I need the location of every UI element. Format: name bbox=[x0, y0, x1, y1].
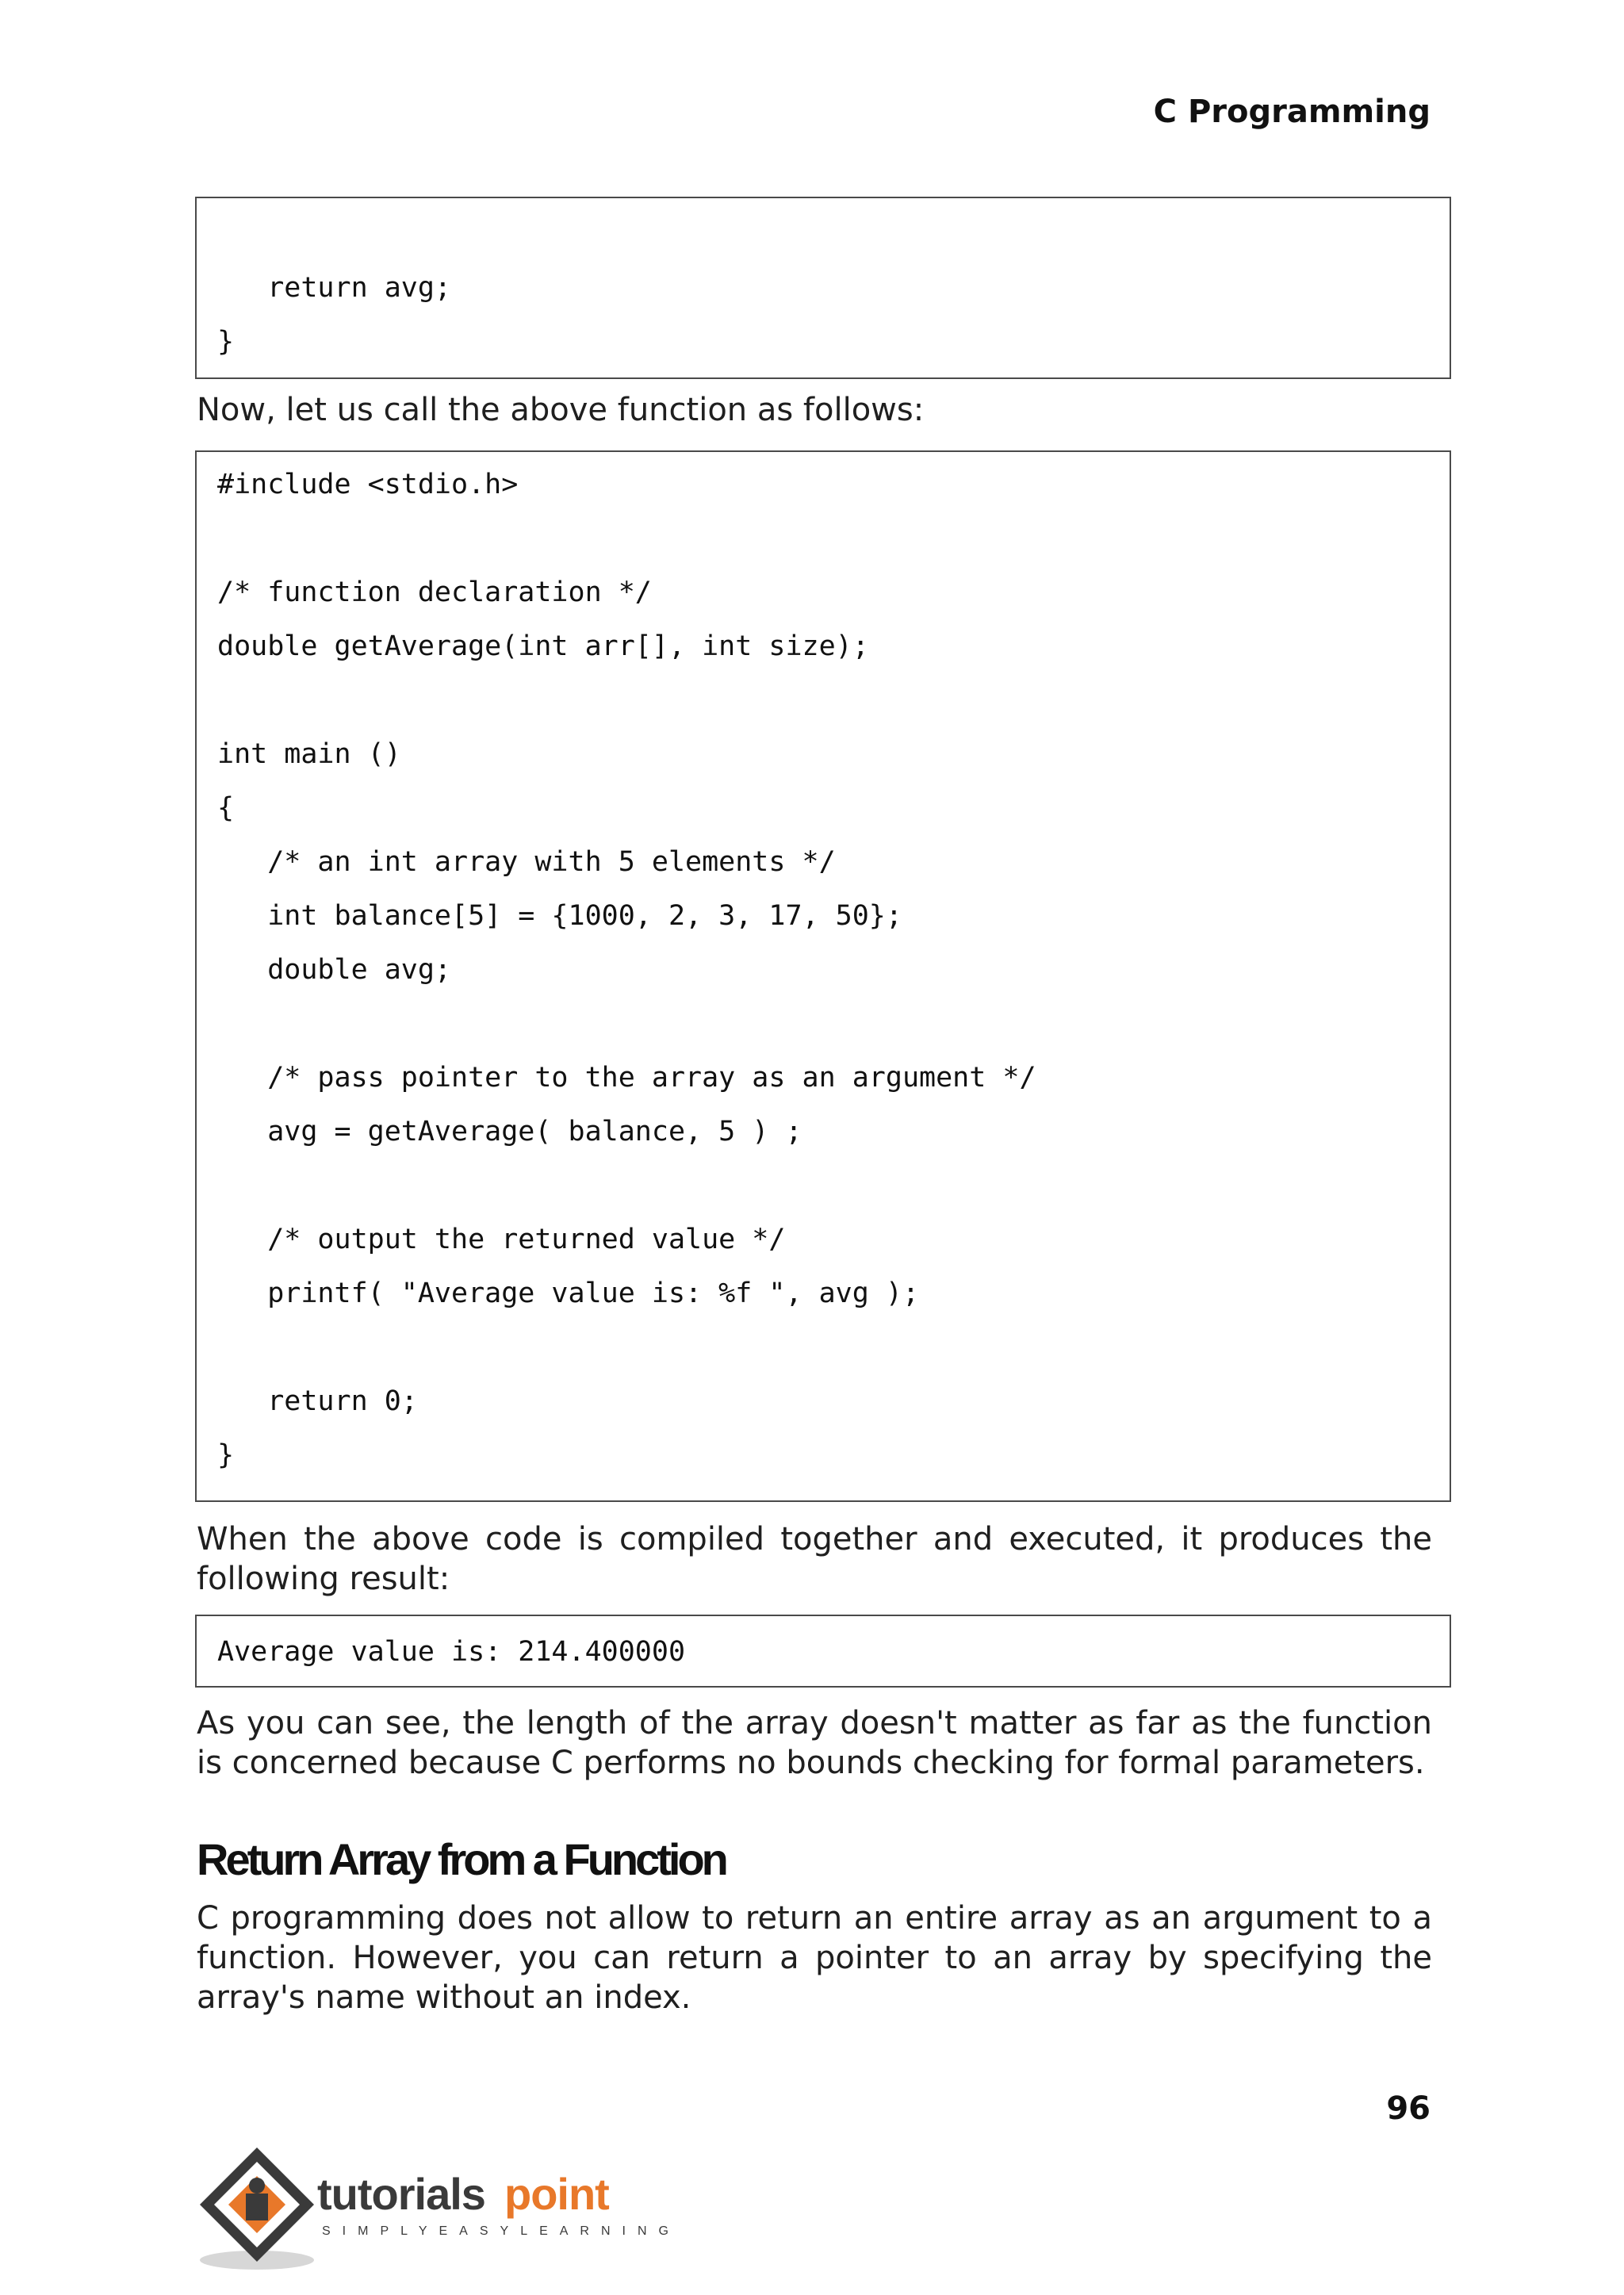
section-paragraph: C programming does not allow to return an entire array as an argument to a function. However, you can return a pointer to an array by specifying the array's name without an index. bbox=[197, 1900, 1432, 2016]
code-line: /* output the returned value */ bbox=[217, 1224, 786, 1255]
page-number: 96 bbox=[1386, 2090, 1431, 2127]
code-line: return avg; bbox=[217, 272, 452, 304]
code-line: double getAverage(int arr[], int size); bbox=[217, 630, 869, 662]
logo-emblem-icon bbox=[200, 2147, 314, 2270]
code-line: printf( "Average value is: %f ", avg ); bbox=[217, 1278, 920, 1309]
code-line: int main () bbox=[217, 738, 401, 770]
code-line: return 0; bbox=[217, 1385, 418, 1417]
code-block-main bbox=[195, 450, 1451, 1502]
intro-paragraph: Now, let us call the above function as follows: bbox=[197, 392, 925, 428]
logo-wordmark-point: point bbox=[504, 2169, 609, 2219]
code-line: } bbox=[217, 326, 235, 358]
logo-wordmark-tutorials: tutorials bbox=[317, 2169, 485, 2219]
output-block bbox=[195, 1615, 1451, 1688]
code-line: /* function declaration */ bbox=[217, 577, 652, 608]
code-line: } bbox=[217, 1439, 235, 1471]
result-paragraph: When the above code is compiled together and executed, it produces the following result: bbox=[197, 1521, 1432, 1597]
running-header-title: C Programming bbox=[1153, 94, 1431, 130]
code-block-continuation bbox=[195, 197, 1451, 379]
explanation-paragraph: As you can see, the length of the array doesn't matter as far as the function is concerned because C performs no bounds checking for formal parameters. bbox=[197, 1705, 1432, 1781]
tutorialspoint-logo bbox=[193, 2141, 680, 2276]
section-heading: Return Array from a Function bbox=[197, 1834, 726, 1884]
code-line: #include <stdio.h> bbox=[217, 469, 519, 500]
code-line: avg = getAverage( balance, 5 ) ; bbox=[217, 1116, 802, 1148]
code-line: double avg; bbox=[217, 954, 452, 986]
code-line: { bbox=[217, 792, 235, 824]
logo-tagline: SIMPLYEASYLEARNING bbox=[322, 2224, 680, 2238]
code-line: /* an int array with 5 elements */ bbox=[217, 846, 836, 878]
output-line: Average value is: 214.400000 bbox=[217, 1636, 686, 1668]
code-line: /* pass pointer to the array as an argument */ bbox=[217, 1062, 1036, 1094]
code-line: int balance[5] = {1000, 2, 3, 17, 50}; bbox=[217, 900, 902, 932]
